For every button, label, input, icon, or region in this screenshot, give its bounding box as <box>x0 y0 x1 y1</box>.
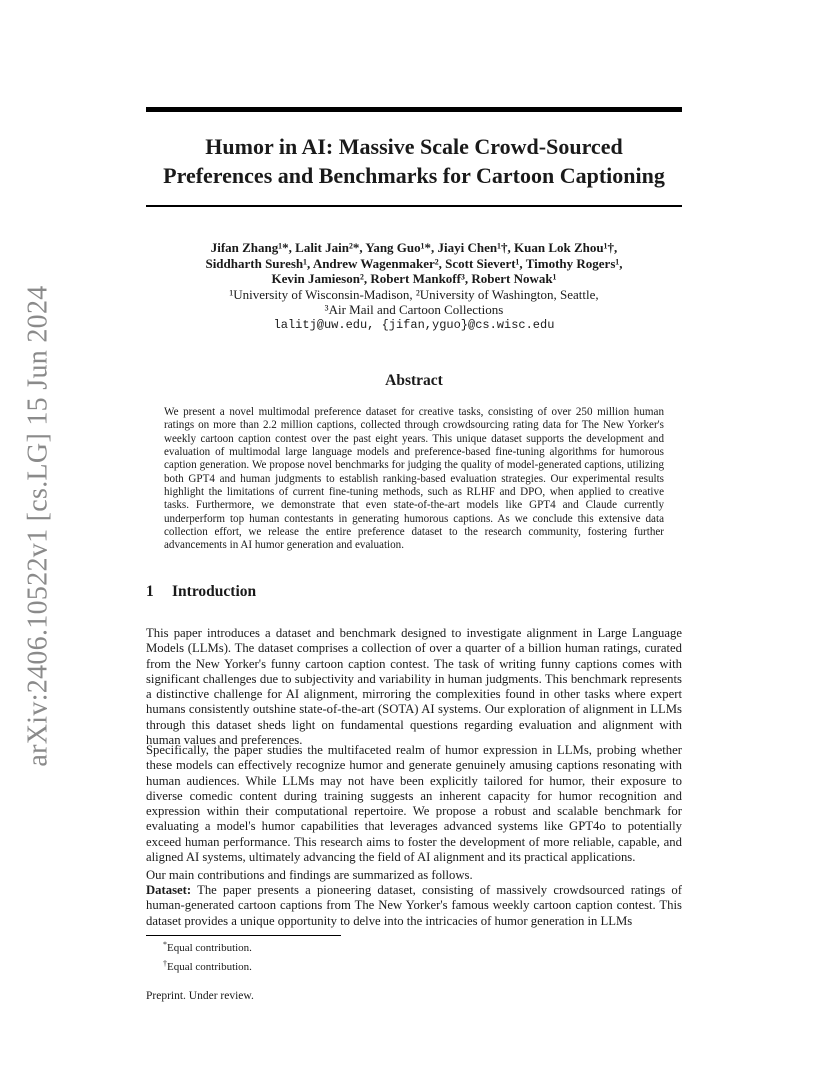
dataset-label: Dataset: <box>146 883 192 897</box>
author-block <box>146 240 682 334</box>
footnote-2 <box>163 956 252 975</box>
affiliation-line-1: ¹University of Wisconsin-Madison, ²University of Washington, Seattle, <box>229 286 599 302</box>
section-number: 1 <box>146 583 154 600</box>
title-bottom-rule <box>146 205 682 207</box>
title-line-1: Humor in AI: Massive Scale Crowd-Sourced <box>205 134 623 159</box>
paper-title <box>146 132 682 190</box>
footnote-divider <box>146 935 341 936</box>
footnote-1-mark: * <box>163 940 167 949</box>
footnote-2-text: Equal contribution. <box>167 961 252 973</box>
affiliation-line-2: ³Air Mail and Cartoon Collections <box>324 302 504 318</box>
abstract-heading: Abstract <box>385 372 443 389</box>
section-title: Introduction <box>172 583 257 600</box>
footnote-1-text: Equal contribution. <box>167 942 252 954</box>
intro-paragraph-1: This paper introduces a dataset and benchmark designed to investigate alignment in Large Language Models (LLMs). The dataset comprises a collection of over a quarter of a billion human ratings, curated from the New Yorker's funny cartoon caption contest. The task of writing funny captions comes with significant challenges due to subjectivity and variability in human judgments. This benchmark represents a distinctive challenge for AI alignment, mirroring the complexities found in other tasks where expert humans consistently outshine state-of-the-art (SOTA) AI systems. Our exploration of alignment in LLMs through this dataset sheds light on fundamental questions regarding evaluation and alignment with human values and preferences. <box>146 626 682 748</box>
title-line-2: Preferences and Benchmarks for Cartoon Captioning <box>163 163 665 188</box>
footnotes <box>163 937 252 975</box>
dataset-contribution-text: The paper presents a pioneering dataset, consisting of massively crowdsourced ratings of human-generated cartoon captions from The New Yorker's famous weekly cartoon caption contest. This dataset provides a unique opportunity to delve into the intricacies of humor generation in LLMs <box>146 883 682 928</box>
section-heading-introduction <box>146 583 256 601</box>
dataset-contribution-paragraph <box>146 883 682 929</box>
contact-emails[interactable]: lalitj@uw.edu, {jifan,yguo}@cs.wisc.edu <box>273 317 555 332</box>
footnote-1 <box>163 937 252 956</box>
abstract-text: We present a novel multimodal preference dataset for creative tasks, consisting of over 250 million human ratings on more than 2.2 million captions, collected through crowdsourcing rating data for The New Yorker's weekly cartoon caption contest over the past eight years. This unique dataset supports the development and evaluation of multimodal large language models and preference-based fine-tuning algorithms for humorous caption generation. We propose novel benchmarks for judging the quality of model-generated captions, utilizing both GPT4 and human judgments to establish ranking-based evaluation strategies. Our experimental results highlight the limitations of current fine-tuning methods, such as RLHF and DPO, when applied to creative tasks. Furthermore, we demonstrate that even state-of-the-art models like GPT4 and Claude currently underperform top human contestants in generating humorous captions. As we conclude this extensive data collection effort, we release the entire preference dataset to the research community, fostering further advancements in AI humor generation and evaluation. <box>164 406 664 552</box>
author-line-2: Siddharth Suresh¹, Andrew Wagenmaker², Scott Sievert¹, Timothy Rogers¹, <box>205 255 623 271</box>
footnote-2-mark: † <box>163 959 167 968</box>
preprint-notice: Preprint. Under review. <box>146 990 254 1002</box>
intro-paragraph-2: Specifically, the paper studies the multifaceted realm of humor expression in LLMs, probing whether these models can effectively recognize humor and generate genuinely amusing captions resonating with human audiences. While LLMs may not have been explicitly tailored for humor, their exposure to diverse comedic content during training suggests an inherent capacity for humor recognition and expression within their computational repertoire. We propose a robust and scalable benchmark for evaluating a model's humor capabilities that leverages advanced systems like GPT4o to potentially exceed human performance. This research aims to foster the development of more reliable, capable, and aligned AI systems, ultimately advancing the field of AI alignment and its practical applications. <box>146 743 682 865</box>
author-line-1: Jifan Zhang¹*, Lalit Jain²*, Yang Guo¹*, Jiayi Chen¹†, Kuan Lok Zhou¹†, <box>210 240 618 255</box>
title-top-rule <box>146 107 682 112</box>
affiliations <box>146 287 682 318</box>
author-line-3: Kevin Jamieson², Robert Mankoff³, Robert Nowak¹ <box>271 271 557 287</box>
intro-paragraph-3: Our main contributions and findings are summarized as follows. <box>146 868 473 882</box>
arxiv-identifier <box>18 285 60 767</box>
arxiv-identifier-text: arXiv:2406.10522v1 [cs.LG] 15 Jun 2024 <box>23 285 54 767</box>
author-names <box>146 240 682 287</box>
